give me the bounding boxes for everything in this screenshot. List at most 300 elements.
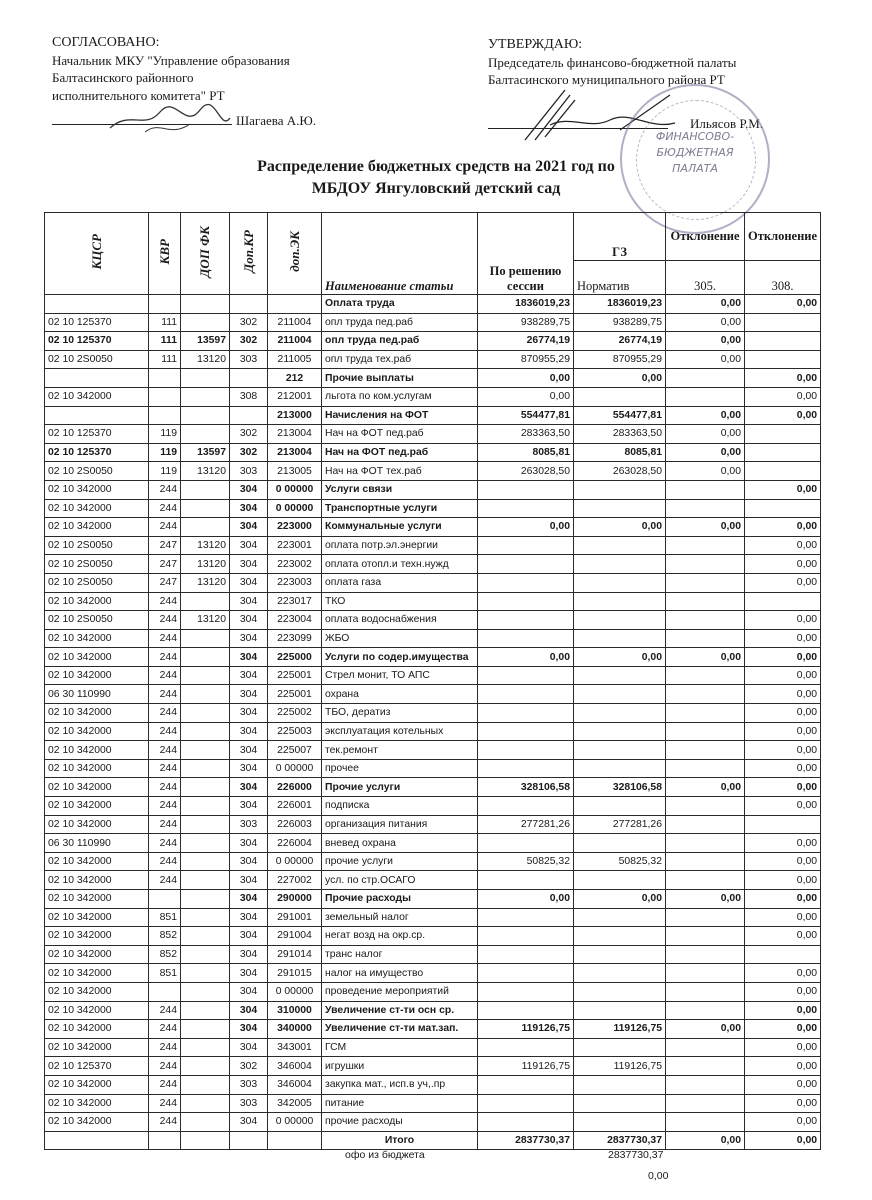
cell-kvr: 244 [149,1057,181,1076]
cell-deviation-1 [666,815,745,834]
cell-item-name: Коммунальные услуги [322,518,478,537]
cell-deviation-2 [745,815,821,834]
cell-session [478,834,574,853]
cell-deviation-2: 0,00 [745,573,821,592]
cell-session: 277281,26 [478,815,574,834]
cell-kcsr: 02 10 342000 [45,648,149,667]
cell-kcsr: 02 10 342000 [45,797,149,816]
cell-kcsr: 02 10 342000 [45,1038,149,1057]
cell-deviation-2: 0,00 [745,629,821,648]
cell-kvr: 244 [149,611,181,630]
cell-dop-kr: 302 [230,443,268,462]
title-line-2: МБДОУ Янгуловский детский сад [311,180,561,197]
cell-gz [574,722,666,741]
cell-kcsr: 02 10 342000 [45,815,149,834]
cell-item-name: Начисления на ФОТ [322,406,478,425]
cell-item-name: Нач на ФОТ тех.раб [322,462,478,481]
cell-gz [574,1001,666,1020]
cell-item-name: налог на имущество [322,964,478,983]
cell-item-name: Оплата труда [322,295,478,314]
cell-dop-fk [181,1038,230,1057]
total-deviation-1: 0,00 [666,1131,745,1150]
cell-gz [574,871,666,890]
cell-gz: 938289,75 [574,313,666,332]
cell-kvr: 244 [149,704,181,723]
cell-dop-kr: 304 [230,778,268,797]
cell-kvr [149,387,181,406]
cell-kcsr: 02 10 342000 [45,741,149,760]
cell-deviation-2 [745,443,821,462]
cell-deviation-1 [666,964,745,983]
cell-kcsr: 02 10 342000 [45,1001,149,1020]
cell-kcsr: 02 10 2S0050 [45,611,149,630]
cell-session [478,704,574,723]
cell-deviation-1 [666,1001,745,1020]
cell-dop-ek: 213005 [268,462,322,481]
cell-dop-fk [181,406,230,425]
cell-gz: 50825,32 [574,852,666,871]
table-row [45,499,821,518]
cell-kcsr: 02 10 125370 [45,425,149,444]
signatory-right: Ильясов Р.М. [690,116,764,131]
cell-dop-kr: 304 [230,518,268,537]
cell-dop-ek: 346004 [268,1075,322,1094]
cell-dop-fk [181,722,230,741]
cell-dop-fk [181,685,230,704]
cell-gz: 554477,81 [574,406,666,425]
cell-kcsr: 02 10 2S0050 [45,555,149,574]
cell-deviation-1 [666,871,745,890]
cell-kcsr [45,295,149,314]
cell-dop-kr: 304 [230,722,268,741]
cell-dop-fk [181,704,230,723]
cell-dop-fk [181,815,230,834]
cell-deviation-1 [666,1075,745,1094]
cell-dop-kr: 304 [230,927,268,946]
cell-session: 283363,50 [478,425,574,444]
cell-session: 50825,32 [478,852,574,871]
cell-gz [574,759,666,778]
cell-gz [574,945,666,964]
cell-gz [574,704,666,723]
cell-dop-fk: 13120 [181,573,230,592]
total-gz: 2837730,37 [574,1131,666,1150]
table-row [45,443,821,462]
table-row [45,778,821,797]
cell-kcsr: 02 10 125370 [45,313,149,332]
cell-dop-kr: 304 [230,499,268,518]
table-row [45,592,821,611]
cell-gz [574,834,666,853]
cell-dop-kr: 304 [230,945,268,964]
cell-dop-kr: 302 [230,425,268,444]
table-row [45,1075,821,1094]
cell-dop-ek: 226004 [268,834,322,853]
cell-deviation-2: 0,00 [745,1094,821,1113]
table-row [45,1113,821,1132]
cell-item-name: прочие расходы [322,1113,478,1132]
cell-kcsr: 02 10 342000 [45,964,149,983]
cell-item-name: Прочие услуги [322,778,478,797]
cell-deviation-1 [666,704,745,723]
cell-kcsr: 02 10 342000 [45,1075,149,1094]
cell-dop-fk [181,759,230,778]
cell-deviation-2 [745,592,821,611]
cell-deviation-1: 0,00 [666,518,745,537]
cell-dop-ek: 223017 [268,592,322,611]
cell-dop-fk [181,1113,230,1132]
table-row [45,629,821,648]
cell-deviation-1 [666,1057,745,1076]
cell-item-name: оплата водоснабжения [322,611,478,630]
cell-kcsr: 02 10 342000 [45,387,149,406]
cell-deviation-2: 0,00 [745,871,821,890]
cell-kcsr [45,369,149,388]
cell-kcsr: 02 10 342000 [45,1113,149,1132]
cell-deviation-2 [745,499,821,518]
table-row [45,611,821,630]
cell-deviation-2: 0,00 [745,982,821,1001]
table-row [45,890,821,909]
cell-gz: 26774,19 [574,332,666,351]
cell-dop-ek: 223004 [268,611,322,630]
cell-item-name: ЖБО [322,629,478,648]
header-dop-fk: ДОП ФК [181,213,230,295]
cell-dop-ek: 213004 [268,443,322,462]
cell-kvr: 244 [149,815,181,834]
cell-dop-fk [181,313,230,332]
cell-dop-ek: 211004 [268,332,322,351]
cell-dop-ek: 225001 [268,666,322,685]
cell-kcsr: 02 10 342000 [45,927,149,946]
table-row [45,722,821,741]
cell-session [478,592,574,611]
cell-dop-fk [181,480,230,499]
cell-kvr: 851 [149,908,181,927]
table-row [45,815,821,834]
cell-dop-kr: 304 [230,1113,268,1132]
table-row [45,982,821,1001]
cell-deviation-2: 0,00 [745,648,821,667]
cell-gz [574,536,666,555]
cell-item-name: ТБО, дератиз [322,704,478,723]
cell-dop-ek: 226003 [268,815,322,834]
cell-item-name: проведение мероприятий [322,982,478,1001]
cell-dop-kr: 308 [230,387,268,406]
cell-deviation-1 [666,908,745,927]
cell-dop-ek: 226001 [268,797,322,816]
cell-session: 26774,19 [478,332,574,351]
cell-gz [574,666,666,685]
cell-deviation-1 [666,852,745,871]
cell-gz [574,1094,666,1113]
cell-deviation-1 [666,945,745,964]
cell-deviation-2: 0,00 [745,927,821,946]
cell-dop-fk: 13597 [181,332,230,351]
approval-block-left [52,34,290,104]
cell-session [478,666,574,685]
cell-dop-fk [181,518,230,537]
cell-kvr: 247 [149,555,181,574]
cell-dop-ek [268,295,322,314]
cell-kcsr: 02 10 342000 [45,982,149,1001]
cell-dop-fk: 13120 [181,611,230,630]
cell-deviation-1 [666,369,745,388]
cell-kvr [149,295,181,314]
budget-table [44,212,821,1150]
cell-deviation-1: 0,00 [666,425,745,444]
table-row [45,964,821,983]
cell-item-name: льгота по ком.услугам [322,387,478,406]
cell-dop-ek: 211004 [268,313,322,332]
cell-gz: 119126,75 [574,1020,666,1039]
cell-kvr: 244 [149,871,181,890]
cell-kvr: 244 [149,518,181,537]
cell-dop-ek: 310000 [268,1001,322,1020]
cell-dop-kr: 304 [230,1038,268,1057]
cell-deviation-2: 0,00 [745,964,821,983]
cell-deviation-2: 0,00 [745,778,821,797]
cell-dop-ek: 223003 [268,573,322,592]
cell-kvr: 244 [149,1038,181,1057]
cell-kvr: 244 [149,1020,181,1039]
table-row [45,1038,821,1057]
cell-gz: 0,00 [574,890,666,909]
cell-dop-ek: 0 00000 [268,759,322,778]
cell-item-name: Увеличение ст-ти осн ср. [322,1001,478,1020]
cell-item-name: закупка мат., исп.в уч,.пр [322,1075,478,1094]
cell-deviation-2: 0,00 [745,387,821,406]
cell-kcsr: 02 10 342000 [45,908,149,927]
title-line-1: Распределение бюджетных средств на 2021 год по [257,158,615,175]
cell-gz: 870955,29 [574,350,666,369]
cell-deviation-2: 0,00 [745,369,821,388]
table-row [45,1001,821,1020]
cell-dop-ek: 346004 [268,1057,322,1076]
cell-kcsr: 02 10 342000 [45,871,149,890]
cell-kvr: 247 [149,536,181,555]
cell-dop-ek: 212001 [268,387,322,406]
table-row [45,797,821,816]
cell-dop-kr [230,406,268,425]
cell-dop-kr: 303 [230,1075,268,1094]
cell-kvr: 244 [149,685,181,704]
cell-deviation-1: 0,00 [666,648,745,667]
cell-deviation-2: 0,00 [745,1038,821,1057]
cell-dop-fk: 13120 [181,555,230,574]
cell-dop-fk [181,778,230,797]
total-session: 2837730,37 [478,1131,574,1150]
table-body [45,295,821,1132]
cell-deviation-1 [666,834,745,853]
table-row [45,685,821,704]
cell-gz [574,1113,666,1132]
cell-kvr: 119 [149,462,181,481]
cell-dop-fk [181,629,230,648]
cell-deviation-1 [666,759,745,778]
approval-line: исполнительного комитета" РТ [52,87,225,103]
cell-dop-kr: 303 [230,815,268,834]
cell-gz: 263028,50 [574,462,666,481]
table-row [45,666,821,685]
cell-dop-kr: 304 [230,555,268,574]
cell-session [478,759,574,778]
cell-item-name: оплата потр.эл.энергии [322,536,478,555]
header-kvr: КВР [149,213,181,295]
cell-dop-fk [181,1075,230,1094]
cell-kvr: 244 [149,648,181,667]
cell-deviation-1 [666,480,745,499]
cell-dop-kr: 304 [230,852,268,871]
cell-kcsr: 02 10 342000 [45,890,149,909]
cell-deviation-2: 0,00 [745,797,821,816]
cell-kvr: 119 [149,443,181,462]
table-row [45,332,821,351]
cell-deviation-1 [666,611,745,630]
cell-kvr: 244 [149,834,181,853]
cell-item-name: прочие услуги [322,852,478,871]
cell-gz [574,982,666,1001]
cell-deviation-1 [666,666,745,685]
cell-dop-ek: 223000 [268,518,322,537]
table-row [45,536,821,555]
cell-dop-kr: 304 [230,666,268,685]
table-row [45,741,821,760]
cell-kvr: 244 [149,1075,181,1094]
table-row [45,927,821,946]
cell-deviation-2: 0,00 [745,722,821,741]
table-row [45,518,821,537]
cell-dop-kr: 304 [230,759,268,778]
approval-line: Председатель финансово-бюджетной палаты [488,54,737,70]
cell-session [478,871,574,890]
cell-kvr: 247 [149,573,181,592]
cell-dop-fk [181,945,230,964]
cell-kcsr: 02 10 2S0050 [45,536,149,555]
cell-kcsr: 02 10 125370 [45,1057,149,1076]
cell-dop-ek: 225003 [268,722,322,741]
table-row [45,480,821,499]
cell-kcsr: 02 10 342000 [45,666,149,685]
cell-session: 0,00 [478,648,574,667]
cell-dop-fk [181,499,230,518]
cell-item-name: Увеличение ст-ти мат.зап. [322,1020,478,1039]
cell-item-name: организация питания [322,815,478,834]
cell-kcsr: 02 10 2S0050 [45,462,149,481]
cell-kcsr: 02 10 125370 [45,443,149,462]
cell-dop-kr: 304 [230,908,268,927]
cell-dop-fk [181,982,230,1001]
cell-deviation-2: 0,00 [745,1020,821,1039]
cell-gz [574,387,666,406]
cell-deviation-1: 0,00 [666,313,745,332]
cell-item-name: опл труда пед.раб [322,332,478,351]
cell-dop-kr: 304 [230,611,268,630]
cell-gz [574,555,666,574]
table-row [45,871,821,890]
table-row [45,295,821,314]
cell-dop-kr: 304 [230,1001,268,1020]
cell-dop-ek: 225002 [268,704,322,723]
header-deviation-1-code: 305. [666,261,745,295]
stamp-text: ПАЛАТА [672,162,718,175]
cell-dop-ek: 212 [268,369,322,388]
cell-kcsr: 02 10 342000 [45,704,149,723]
stamp-text: ФИНАНСОВО- [655,130,735,143]
cell-dop-fk [181,908,230,927]
cell-dop-fk [181,964,230,983]
cell-kvr: 851 [149,964,181,983]
cell-session: 0,00 [478,387,574,406]
cell-kvr: 244 [149,499,181,518]
cell-kcsr: 02 10 2S0050 [45,573,149,592]
cell-deviation-2: 0,00 [745,1057,821,1076]
cell-kvr: 119 [149,425,181,444]
cell-gz: 0,00 [574,648,666,667]
cell-kcsr: 02 10 2S0050 [45,350,149,369]
table-row [45,406,821,425]
cell-gz: 1836019,23 [574,295,666,314]
cell-deviation-1 [666,722,745,741]
cell-dop-fk [181,1057,230,1076]
cell-kcsr: 02 10 342000 [45,852,149,871]
cell-gz: 277281,26 [574,815,666,834]
cell-deviation-2 [745,462,821,481]
cell-item-name: эксплуатация котельных [322,722,478,741]
cell-item-name: Прочие выплаты [322,369,478,388]
cell-session [478,685,574,704]
cell-deviation-1: 0,00 [666,406,745,425]
cell-dop-ek: 291004 [268,927,322,946]
cell-deviation-2: 0,00 [745,1113,821,1132]
cell-dop-ek: 291001 [268,908,322,927]
cell-dop-ek: 0 00000 [268,499,322,518]
header-dop-ek: доп.ЭК [268,213,322,295]
cell-deviation-2: 0,00 [745,852,821,871]
cell-kvr: 244 [149,1001,181,1020]
table-row [45,369,821,388]
cell-dop-fk [181,852,230,871]
cell-item-name: Услуги связи [322,480,478,499]
cell-kvr: 852 [149,945,181,964]
cell-dop-ek: 291015 [268,964,322,983]
cell-kcsr: 02 10 342000 [45,1094,149,1113]
cell-gz [574,685,666,704]
cell-gz [574,927,666,946]
cell-item-name: тек.ремонт [322,741,478,760]
cell-session [478,1113,574,1132]
cell-deviation-1: 0,00 [666,462,745,481]
cell-session: 0,00 [478,369,574,388]
cell-dop-kr: 304 [230,536,268,555]
cell-item-name: Стрел монит, ТО АПС [322,666,478,685]
cell-item-name: земельный налог [322,908,478,927]
cell-dop-kr: 304 [230,834,268,853]
cell-session [478,1001,574,1020]
cell-session [478,499,574,518]
cell-kvr: 244 [149,852,181,871]
cell-dop-kr: 304 [230,704,268,723]
cell-item-name: опл труда тех.раб [322,350,478,369]
cell-deviation-1: 0,00 [666,350,745,369]
cell-kcsr: 06 30 110990 [45,834,149,853]
cell-kvr: 244 [149,1113,181,1132]
cell-kvr: 244 [149,592,181,611]
cell-kvr: 244 [149,741,181,760]
cell-kvr [149,982,181,1001]
cell-gz: 119126,75 [574,1057,666,1076]
cell-deviation-2: 0,00 [745,536,821,555]
